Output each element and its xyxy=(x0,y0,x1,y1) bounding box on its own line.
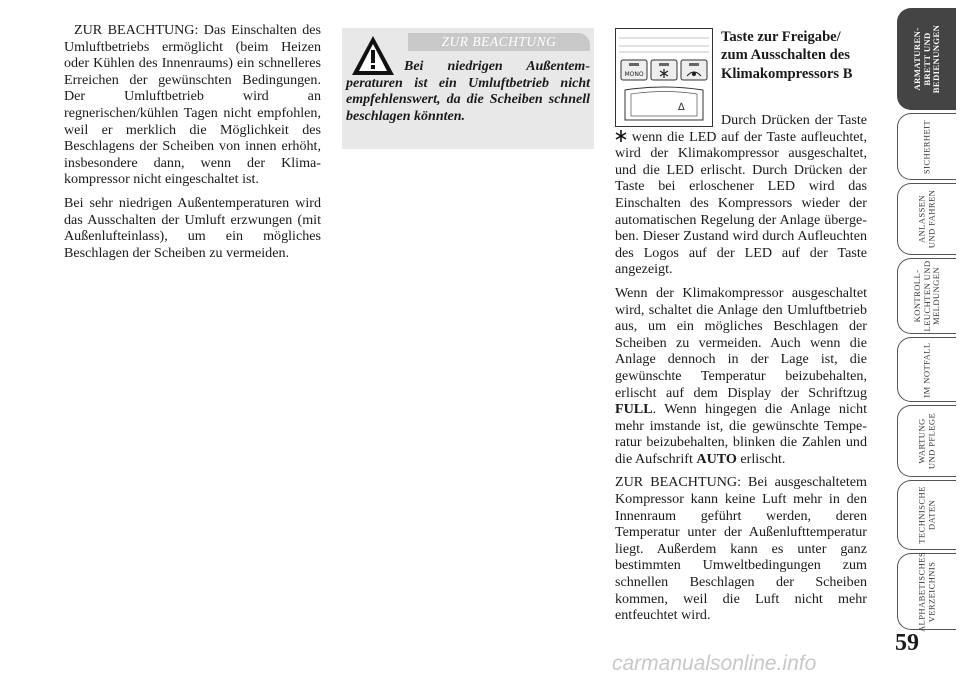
display-text-full: FULL xyxy=(615,401,653,418)
paragraph-compressor-off: Wenn der Klimakompressor ausgeschaltet wird, schaltet die Anlage den Umluftbetrieb aus, um ein mögliches Beschlagen der Scheiben zu vermeiden. Auch wenn die Anlage dennoch in der Lage ist, die gewünschte Temperatur beizubehalten, erlischt auf dem Display der Schriftzug FULL. Wenn hingegen die Anlage nicht mehr imstande ist, die gewünschte Temperatur beizubehalten, blinken die Zahlen und die Aufschrift AUTO erlischt. xyxy=(615,284,867,467)
display-text-auto: AUTO xyxy=(696,450,737,467)
chapter-tab-label: WARTUNG UND PFLEGE xyxy=(916,412,936,470)
chapter-tab-label: KONTROLL- LEUCHTEN UND MELDUNGEN xyxy=(911,260,941,332)
section-title-compressor-button: Taste zur Freigabe/ zum Ausschalten des Klimakompressors B xyxy=(721,29,853,82)
paragraph-umluft-note: ZUR BEACHTUNG: Das Einschalten des Umluftbetriebs ermöglicht (beim Heizen oder Kühlen des Innenraums) ein schnelleres Erreichen der gewünschten Bedingungen. Der Umluftbetrieb wird an regnerischen/kühlen Tagen nicht empfohlen, weil er merklich die Möglichkeit des Beschlagens der Scheiben von innen erhöht, insbesondere dann, wenn der Klimakompressor nicht eingeschaltet ist. xyxy=(64,22,321,188)
chapter-tab-4[interactable] xyxy=(897,337,956,402)
chapter-tab-7[interactable] xyxy=(897,553,956,630)
chapter-tab-label: ANLASSEN UND FAHREN xyxy=(916,189,936,249)
chapter-tab-6[interactable] xyxy=(897,480,956,550)
chapter-tab-label: ARMATUREN- BRETT UND BEDIENUNGEN xyxy=(911,24,941,94)
paragraph-low-temp: Bei sehr niedrigen Außentemperaturen wird das Ausschalten der Umluft erzwungen (mit Außenlufteinlass), um ein mögliches Beschlagen der Scheiben zu vermeiden. xyxy=(64,194,321,261)
warning-header: ZUR BEACHTUNG xyxy=(408,33,590,51)
chapter-tab-label: ALPHABETISCHES VERZEICHNIS xyxy=(916,551,936,632)
warning-text: Bei niedrigen Außentemperaturen ist ein Umluftbetrieb nicht empfehlenswert, da die Scheiben schnell beschlagen könnten. xyxy=(346,59,590,124)
warning-box xyxy=(342,28,594,149)
panel-callout-letter: ∆ xyxy=(678,102,685,113)
chapter-tab-5[interactable] xyxy=(897,405,956,477)
chapter-tab-label: TECHNISCHE DATEN xyxy=(916,486,936,544)
watermark: carmanualsonline.info xyxy=(612,652,817,675)
chapter-tab-label: SICHERHEIT xyxy=(921,119,932,174)
chapter-tab-label: IM NOTFALL xyxy=(921,341,932,398)
panel-label-mono: MONO xyxy=(624,71,644,78)
text-column-right xyxy=(615,112,867,631)
snowflake-icon xyxy=(615,130,627,142)
chapter-tab-1[interactable] xyxy=(897,113,956,180)
chapter-tab-0[interactable] xyxy=(897,8,956,110)
paragraph-button-usage: Durch Drücken der Taste wenn die LED auf der Taste aufleuchtet, wird der Klimakompressor ausgeschaltet, und die LED erlischt. Durch Drücken der Taste bei erloschener LED wird das Einschalten des Kompressors wieder der automatischen Regelung der Anlage übergeben. Dieser Zustand wird durch Aufleuchten des Logos auf der LED auf der Taste angezeigt. xyxy=(615,112,867,278)
text-column-left xyxy=(64,22,321,268)
chapter-tabs xyxy=(887,0,960,677)
paragraph-compressor-note: ZUR BEACHTUNG: Bei ausgeschaltetem Kompressor kann keine Luft mehr in den Innenraum geführt werden, deren Temperatur unter der Außenlufttemperatur liegt. Außerdem kann es unter ganz bestimmten Umweltbedingungen zum schnellen Beschlagen der Scheiben kommen, weil die Luft nicht mehr entfeuchtet wird. xyxy=(615,474,867,624)
page-number: 59 xyxy=(895,630,919,656)
chapter-tab-3[interactable] xyxy=(897,258,956,334)
chapter-tab-2[interactable] xyxy=(897,183,956,255)
